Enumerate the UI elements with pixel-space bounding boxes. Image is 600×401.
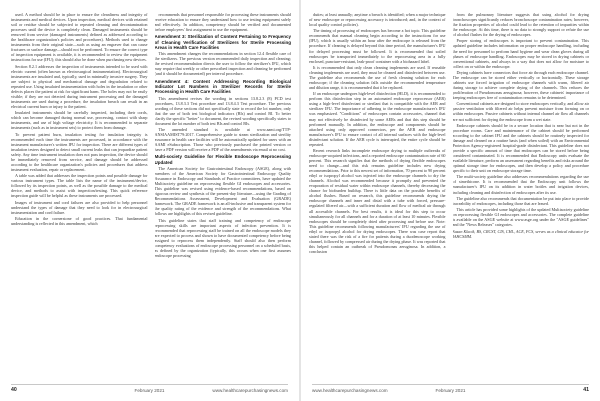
page-footer: [312, 384, 589, 395]
body-paragraph: Education in the cornerstone of good practices. That fundamental understanding is reflected in this amendment, which: [11, 215, 148, 226]
body-paragraph: from the pulmonary literature suggests that using alcohol for drying bronchoscopes significantly reduces bronchoscope contamination rates; however, the fixation properties of alcohol could lead to the retention of impurities within the endoscope. At this time, there is no data to strongly support or refute the use of alcohol flushes for the drying of endoscopes.: [452, 12, 589, 38]
body-paragraph: used. A method should be in place to ensure the cleanliness and integrity of instruments and medical devices. Upon inspection, medical devices with retained soil or residue should be subjected to repeated cleaning and decontamination processes until the device is completely clean. Damaged instruments should be removed from service (damaged instruments) defined as addressed according to the healthcare organization's policies and procedures). Methods used to change instruments from their original state—such as using an engraver that can cause fractures or surface damage—should not be performed. To ensure the correct type of inspection equipment is available, it is recommended to review the equipment instructions for use (IFU); this should also be done when purchasing new devices.: [11, 12, 148, 63]
page-footer: [11, 384, 288, 395]
column-3: [309, 12, 446, 390]
left-page: [0, 0, 299, 401]
body-paragraph: It is recommended that only clean cleaning implements are used. If reusable cleaning implements are used, they must be cleaned and disinfected between use. The guideline also recommends the use of fresh cleaning solution for each endoscope; if the cleaning solution falls outside the recommended temperature and dilution range, it is recommended that it be replaced.: [309, 64, 446, 91]
body-paragraph: A table was added that addresses the inspection points and possible damage for various instrument types. The table lists the name of the instrument/device, followed by its inspection points, as well as the possible damage to the medical device, and methods to assist with inspection/testing. This quick reference inspection guide will be helpful as these instruments are processed.: [11, 173, 148, 199]
left-page-columns: [11, 12, 291, 390]
body-paragraph: Conventional cabinets are designed to store endoscopes vertically, and allow air passive ventilation with filtered air helps prevent moisture from forming on or within endoscopes. Passive cabinets without internal channel air flow all channels are not sufficient for drying the endoscope from a wet state.: [452, 101, 589, 122]
body-paragraph: The American Society for Gastrointestinal Endoscopy (ASGE), along with members of the American Society for Gastrointestinal Endoscopy Quality Assurance in Endoscopy and Standards of Practice committees, have updated the Multisociety guideline on reprocessing flexible GI endoscopes and accessories. This guideline was revised using evidence-based recommendations, based on rigorous review and synthesis of the present-day literature—using the Grading of Recommendations Assessment, Development and Evaluation (GRADE) framework. The GRADE framework is an all-inclusive and transparent system for the quality rating of the evidence and strength of the recommendations. What follows are highlights of this revised guideline.: [154, 166, 291, 217]
body-paragraph: This amendment changes the recommendations in section 12.4 flexible care of the sterilizers. The previous version recommended daily inspection and cleaning; the revised recommendation directs the user to follow the sterilizer's IFU, which may require that weekly or other prescribed inspection and cleaning be performed (and it should be documented) per interval procedure.: [154, 51, 291, 77]
body-paragraph: This guideline states that staff training and competency of endoscope reprocessing skills are important aspects of infection prevention. It is recommended that reprocessing staff be trained on all the endoscope models they are expected to process and shown to have documented competency before being assigned to reprocess them independently. Staff should also then perform competency evaluations of endoscope processing personnel on a scheduled basis, as defined by the organization (typically, this occurs when one first assumes endoscope processing: [154, 217, 291, 259]
body-paragraph: The multi-society guideline also addresses recommendations regarding the use of simethicone. It is recommended that the Endoscopy unit follows the manufacturer's IFU on its addition in water bottles and irrigation devices, including cleaning and disinfection of endoscopes after its use.: [452, 174, 589, 195]
website-url: www.healthcarepurchasingnews.com: [312, 387, 388, 393]
issue-date: February 2021: [134, 387, 165, 393]
body-paragraph: Endoscope cabinets should be in a secure location that is near but not in the procedure rooms. Care and maintenance of the cabinet should be performed according to the cabinet IFU and the cabinets should be routinely inspected for damage and cleaned on a routine basis (and when soiled) with an Environmental Protection Agency-registered hospital-grade disinfectant. This guideline does not provide a specific amount of time that endoscopes can be stored before being considered contaminated. It is recommended that Endoscopy units evaluate the available literature, perform an assessment regarding benefits and risks around the optimal storage time for endoscopes, and then develop a policy and procedure specific to their unit on endoscope storage time.: [452, 122, 589, 174]
right-page-columns: [309, 12, 589, 390]
body-paragraph: Insulated instruments should be carefully inspected, including their cords, which can become damaged during normal use, processing, contact with sharp instruments, and use of high voltage electricity. It is recommended to separate instruments (such as in instrument sets) to protect them from damage.: [11, 110, 148, 131]
issue-date: February 2021: [435, 387, 466, 393]
body-paragraph: The timing of processing of endoscopes has become a hot topic. This guideline recommends that manual cleaning begin according to the instructions for use (IFU), which is usually within an hour after the endoscope is released from the procedure. If cleaning is delayed beyond this time period, the manufacturer's IFU for delayed processing must be followed. It is recommended that soiled endoscopes be transported immediately to the reprocessing area in a fully enclosed, puncture-resistant, leak-proof container with a biohazard label.: [309, 28, 446, 64]
page-number: 40: [11, 387, 17, 393]
author-bio: Susan Klacik, BS, CRCST, CIS, CHL, ACE, FCS, serves as a clinical educator for IAHCSMM.: [452, 229, 589, 240]
body-paragraph: Images of instrument and cord failures are also provided to help personnel understand the types of damage that they need to look for in electrosurgical instrumentation and cord failure.: [11, 199, 148, 215]
body-paragraph: If an endoscope undergoes high-level disinfection (HLD), it is recommended to perform this disinfection step in an automated endoscope reprocessor (AER) using a high-level disinfectant or sterilant that is compatible with the AER and sterilizer IFU. The importance of adhering to the endoscope manufacturer's IFU was emphasized. "Conditions" of endoscopes contain accessories, channel that may not effectively be disinfected by some AERs and that this step should be performed manually. In addition, the endoscope and components should be attached using only approved connectors, per the AER and endoscope manufacturer's IFU to ensure contact of all internal surfaces with the high-level disinfectant solution. If the AER cycle is interrupted, the entire cycle should be repeated.: [309, 91, 446, 147]
page-number: 41: [583, 387, 589, 393]
body-paragraph: Proper storing of endoscopes is important to prevent contamination. This updated guideline includes information on proper endoscope handling, including the need for personnel to perform hand hygiene and wear clean gloves during all phases of endoscope handling. Endoscopes may be stored in drying cabinets or conventional cabinets, and always in a way that does not allow for moisture to collect on or within the endoscope.: [452, 38, 589, 69]
right-page: [301, 0, 600, 401]
website-url: www.healthcarepurchasingnews.com: [212, 387, 288, 393]
body-paragraph: The amended standard is available at www.aami.org/TTP-ANSIAAMIST79:2017. Comprehensive guide to steam sterilization and sterility assurance in health care facilities will be automatically updated for users with an AAMI eSubscription. Those who previously purchased the printed version or have a PDF version will receive a PDF of the amendments via email at no cost.: [154, 127, 291, 153]
column-4: [453, 12, 590, 390]
section-heading: Amendment 3: Sterilization of Content Pertaining to Frequency of Cleaning Verification of Sterilizers for Sterile Processing Areas in Health Care Facilities: [154, 34, 291, 50]
column-1: [11, 12, 148, 390]
body-paragraph: To prevent patient burn, insulation testing for insulation integrity is recommended each time the instruments are processed, in accordance with the instrument manufacturer's written IFU for inspection. There are different types of insulation testers designed to detect small current leaks that can jeopardize patient safety. Any time instrument insulation does not pass inspection, the device should be immediately removed from service, and damage should be addressed according to the healthcare organization's policies and procedures that address instrument evaluation, repair or replacement.: [11, 131, 148, 172]
body-paragraph: The guideline also recommends that documentation be put into place to provide traceability of endoscopes, including those that are leased.: [452, 195, 589, 206]
body-paragraph: duties; at least annually; anytime a breach is identified; when a major technique of new endoscope or reprocessing accessory is introduced; and, in the context of local quality control policies).: [309, 12, 446, 28]
body-paragraph: This article has provided some highlights of the updated Multisociety guideline on reprocessing flexible GI endoscopes and accessories. The complete guideline is available on the ASGE website at www.asge.org under the "ASGE guidelines" and the "News Releases" categories.: [452, 207, 589, 228]
body-paragraph: Drying cabinets have connectors that force air through each endoscope channel. The endoscope can be stored either vertically or horizontally. These storage cabinets use forced irrigation of endoscope channels with warm, filtered air during storage to achieve complete drying of the channels. This reduces the proliferation of Pseudomonas aeruginosa; however, these cabinets' importance of keeping endoscopes free of contamination remains to be determined.: [452, 69, 589, 101]
body-paragraph: recommends that personnel responsible for processing these instruments should receive education to ensure they understand how to use testing equipment safely and effectively. In addition, competency should be verified and documented before employees' first assignment to use the equipment.: [154, 12, 291, 33]
body-paragraph: Recent research links incomplete endoscope drying to multiple outbreaks of endoscope-acquired infections, and a reported endoscope contamination rate of 60 percent. This research signifies that the methods of drying flexible endoscopes need to change—and this risk remains guideline includes new drying recommendations. Prior to this newest set of information, 70 percent to 90 percent ethyl or isopropyl alcohol was injected into the endoscope channels to dry the channels. Alcohol was recommended because it promptly and prevented the evaporation of residual water within endoscope channels, thereby decreasing the chance for bioburden buildup. There is little data on the possible benefits of alcohol flushes. Based on research, this guideline recommends drying the endoscope channels and inner and distal with a tube with forced, pressure-regulated filtered air—with a sufficient duration and flow of medical air through all accessible channels. For best results, it is ideal for this step to occur simultaneously for all channels and for a duration of at least 10 minutes. Flexible endoscopes should be completely dried after processing and before use. Note: This guideline recommends following manufacturers' IFU regarding the use of ethyl or isopropyl alcohol for drying endoscopes. There was case report that stated there was the risk of a fire for patients during a duodenoscope working channel, followed by compressed air during the drying phase. It was reported that this helped contain an outbreak of Pseudomonas aeruginosa. In addition, a conclusion: [309, 147, 446, 254]
section-heading: Multi-society Guideline for Flexible Endoscope Reprocessing Updated: [154, 154, 291, 165]
column-2: [155, 12, 292, 390]
section-heading: Amendment 4: Content Addressing Recording Biological Indicator Lot Numbers in Sterilizer Records for Sterile Processing in Health Care Facilities: [154, 78, 291, 95]
body-paragraph: Section 8.2.1 addresses the inspection of instruments intended to be used with electric current (often known as electrosurgical instrumentation). Electrosurgical instruments are insulated and, typically, used in minimally invasive surgery. They are subject to physical and mechanical damage and degradation related to repeated use. Using insulated instrumentation with holes in the insulation or other defects places the patient at risk for significant harm. The holes may not be easily visible; if they are not detected during instrument processing and the damaged instruments are used during a procedure, the insulation breach can result in an electrical current burn or injury to the patient.: [11, 63, 148, 110]
body-paragraph: This amendment revises the wording in sections 13.8.2.3 (8) PCD test procedures, 13.8.3.3 Test procedure and 13.8.4.3 Test procedure. The previous wording of these sections did not specifically state to record the lot number, only that the use of both test biological indicators (BIs) and control BI. To better clarify the specific "better" to document, the revised wording specifically states to document the lot number of both test BIs and control BIs.: [154, 95, 291, 126]
